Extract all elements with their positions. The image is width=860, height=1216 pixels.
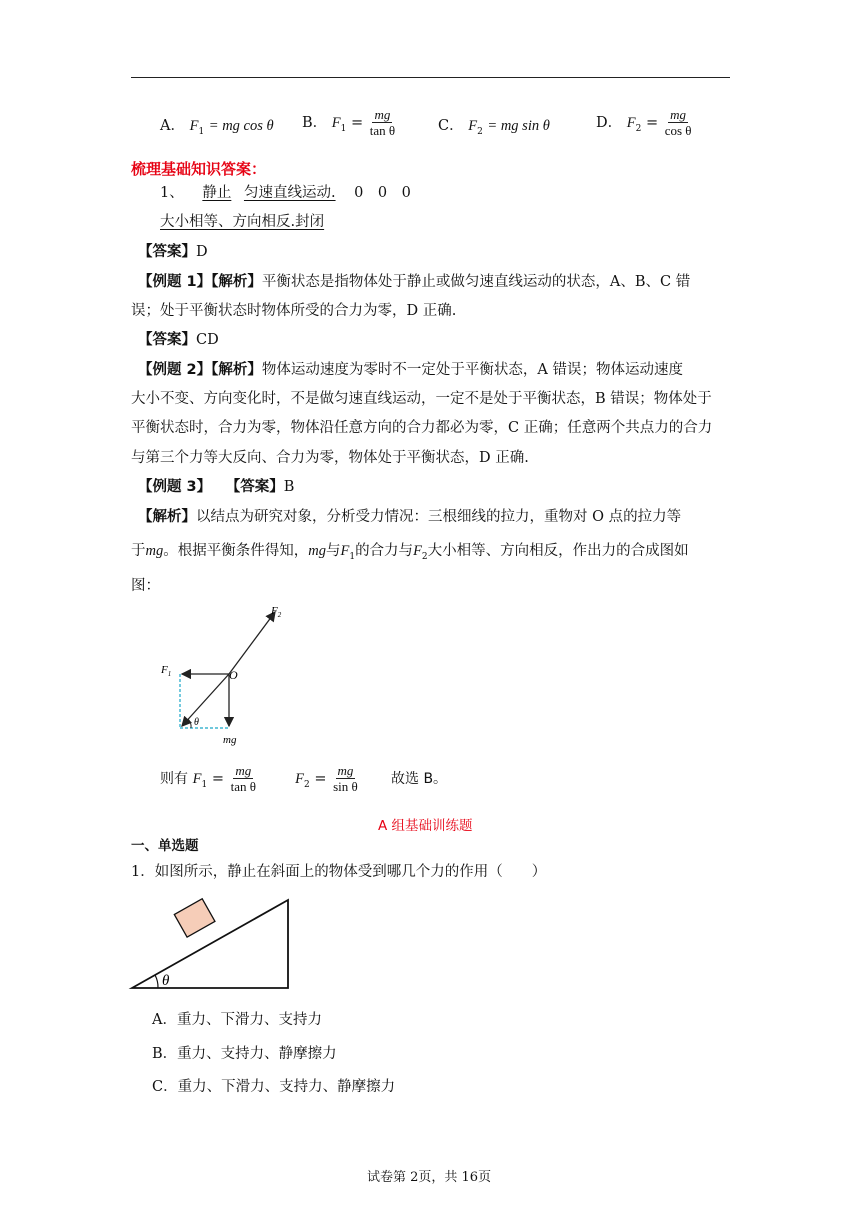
ex1-line2: 误；处于平衡状态时物体所受的合力为零，D 正确.	[131, 303, 457, 319]
label-o: O	[229, 668, 238, 682]
ex2-line4: 与第三个力等大反向、合力为零，物体处于平衡状态，D 正确.	[131, 450, 529, 466]
incline-diagram	[128, 895, 298, 995]
f2-arrow	[229, 612, 275, 674]
ex1-line1: 【例题 1】【解析】平衡状态是指物体处于静止或做匀速直线运动的状态，A、B、C 错	[138, 274, 691, 290]
ex3-conclusion: 则有 $F_1$ = $\frac{mg}{\text{tan θ}}$ $F_2$ = $\frac{mg}{\text{sin θ}}$ 故选 B。	[160, 763, 448, 794]
section-one: 一、单选题	[131, 838, 199, 854]
page-footer: 试卷第 2页，共 16页	[367, 1170, 492, 1185]
ex2-line3: 平衡状态时，合力为零，物体沿任意方向的合力都必为零，C 正确；任意两个共点力的合力	[131, 420, 713, 436]
q1-option-b[interactable]: B．重力、支持力、静摩擦力	[152, 1046, 337, 1062]
option-d: D． $F_2$ = $\frac{mg}{\text{cos θ}}$	[596, 107, 692, 138]
force-diagram	[155, 600, 295, 750]
ex3-line3: 图：	[131, 578, 160, 594]
option-c: C． $F_2$ = mg sin θ	[438, 118, 550, 137]
label-f2: $F_2$	[271, 605, 282, 619]
label-theta: θ	[194, 717, 199, 728]
q1-stem: 1．如图所示，静止在斜面上的物体受到哪几个力的作用（ ）	[131, 864, 547, 880]
resultant-arrow	[182, 674, 229, 726]
ex2-answer: 【答案】CD	[138, 332, 219, 348]
block	[174, 899, 215, 937]
label-mg: mg	[223, 734, 237, 746]
label-f1: $F_1$	[161, 664, 172, 678]
ex2-line1: 【例题 2】【解析】物体运动速度为零时不一定处于平衡状态，A 错误；物体运动速度	[138, 362, 683, 378]
incline-theta: θ	[162, 973, 170, 989]
q1-option-c[interactable]: C．重力、下滑力、支持力、静摩擦力	[152, 1079, 396, 1095]
header-rule	[131, 77, 730, 78]
ex3-line2: 于mg。根据平衡条件得知，mg与$F_1$的合力与$F_2$大小相等、方向相反，作出力的合成图如	[131, 543, 689, 562]
answers-line-2: 大小相等、方向相反.封闭	[160, 214, 325, 230]
option-b: B． $F_1$ = $\frac{mg}{\text{tan θ}}$	[302, 107, 396, 138]
ex3-line1: 【解析】以结点为研究对象，分析受力情况：三根细线的拉力，重物对 O 点的拉力等	[138, 509, 682, 525]
section-heading: 梳理基础知识答案：	[131, 160, 267, 178]
q1-option-a[interactable]: A．重力、下滑力、支持力	[152, 1012, 322, 1028]
answers-line-1: 1、 静止 匀速直线运动. 0 0 0	[160, 185, 411, 201]
ex1-answer: 【答案】D	[138, 244, 208, 260]
option-a: A． $F_1$ = mg cos θ	[160, 118, 274, 137]
group-title: A 组基础训练题	[378, 818, 473, 834]
ex2-line2: 大小不变、方向变化时，不是做匀速直线运动，一定不是处于平衡状态，B 错误；物体处于	[131, 391, 712, 407]
ex3-header: 【例题 3】 【答案】B	[138, 479, 295, 495]
